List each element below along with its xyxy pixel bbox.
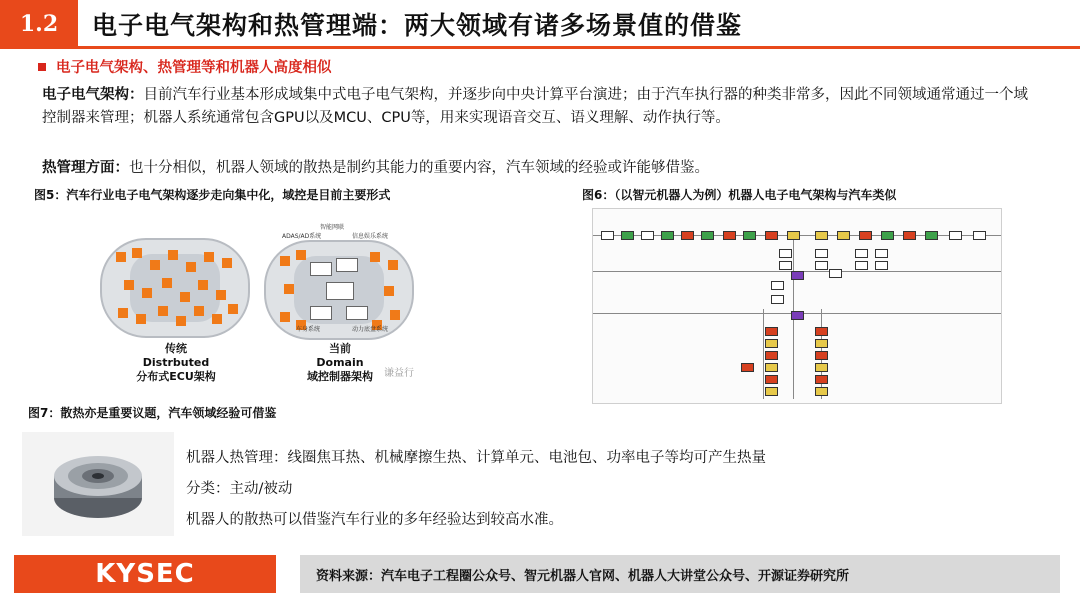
kysec-logo: KYSEC — [14, 555, 276, 593]
figure6-caption: 图6：（以智元机器人为例）机器人电子电气架构与汽车类似 — [582, 188, 897, 202]
source-text: 资料来源：汽车电子工程圈公众号、智元机器人官网、机器人大讲堂公众号、开源证券研究所 — [316, 568, 850, 584]
subheading — [38, 56, 332, 77]
label-connectivity: 智能网联 — [320, 224, 345, 231]
thermal-paragraph — [42, 157, 1037, 180]
title-divider — [0, 46, 1080, 49]
section-number: 1.2 — [0, 0, 78, 48]
domain-label: 当前 Domain 域控制器架构 — [307, 342, 373, 383]
subheading-text: 电子电气架构、热管理等和机器人高度相似 — [56, 60, 332, 76]
actuator-photo — [22, 432, 174, 536]
distributed-car-image — [100, 238, 250, 338]
figure5-caption: 图5：汽车行业电子电气架构逐步走向集中化，域控是目前主要形式 — [34, 188, 391, 202]
figure7-caption: 图7：散热亦是重要议题，汽车领域经验可借鉴 — [28, 406, 277, 420]
label-adas: ADAS/AD系统 — [282, 233, 322, 240]
thermal-line-1: 机器人热管理：线圈焦耳热、机械摩擦生热、计算单元、电池包、功率电子等均可产生热量 — [186, 450, 766, 466]
robot-ee-architecture-diagram — [592, 208, 1002, 404]
domain-car-image — [264, 240, 414, 340]
page-title: 电子电气架构和热管理端：两大领域有诸多场景值的借鉴 — [92, 11, 743, 40]
label-infotainment: 信息娱乐系统 — [352, 233, 389, 240]
thermal-label: 热管理方面： — [42, 160, 129, 176]
watermark: 谦益行 — [384, 368, 414, 379]
label-powertrain: 动力底盘系统 — [352, 326, 389, 333]
ee-paragraph — [42, 84, 1037, 130]
thermal-line-2: 分类：主动/被动 — [186, 481, 293, 497]
source-note — [300, 555, 1060, 593]
distributed-label: 传统 Distrbuted 分布式ECU架构 — [136, 342, 216, 383]
ee-label: 电子电气架构： — [42, 87, 144, 103]
label-body: 车身系统 — [296, 326, 321, 333]
thermal-line-3: 机器人的散热可以借鉴汽车行业的多年经验达到较高水准。 — [186, 512, 563, 528]
thermal-text: 也十分相似，机器人领域的散热是制约其能力的重要内容，汽车领域的经验或许能够借鉴。 — [129, 160, 709, 176]
ee-text: 目前汽车行业基本形成域集中式电子电气架构，并逐步向中央计算平台演进；由于汽车执行器的种类非常多，因此不同领域通常通过一个域控制器来管理；机器人系统通常包含GPU以及MCU、CPU等，用来实现语音交互、语义理解、动作执行等。 — [42, 87, 1028, 126]
bullet-square-icon — [38, 63, 46, 71]
